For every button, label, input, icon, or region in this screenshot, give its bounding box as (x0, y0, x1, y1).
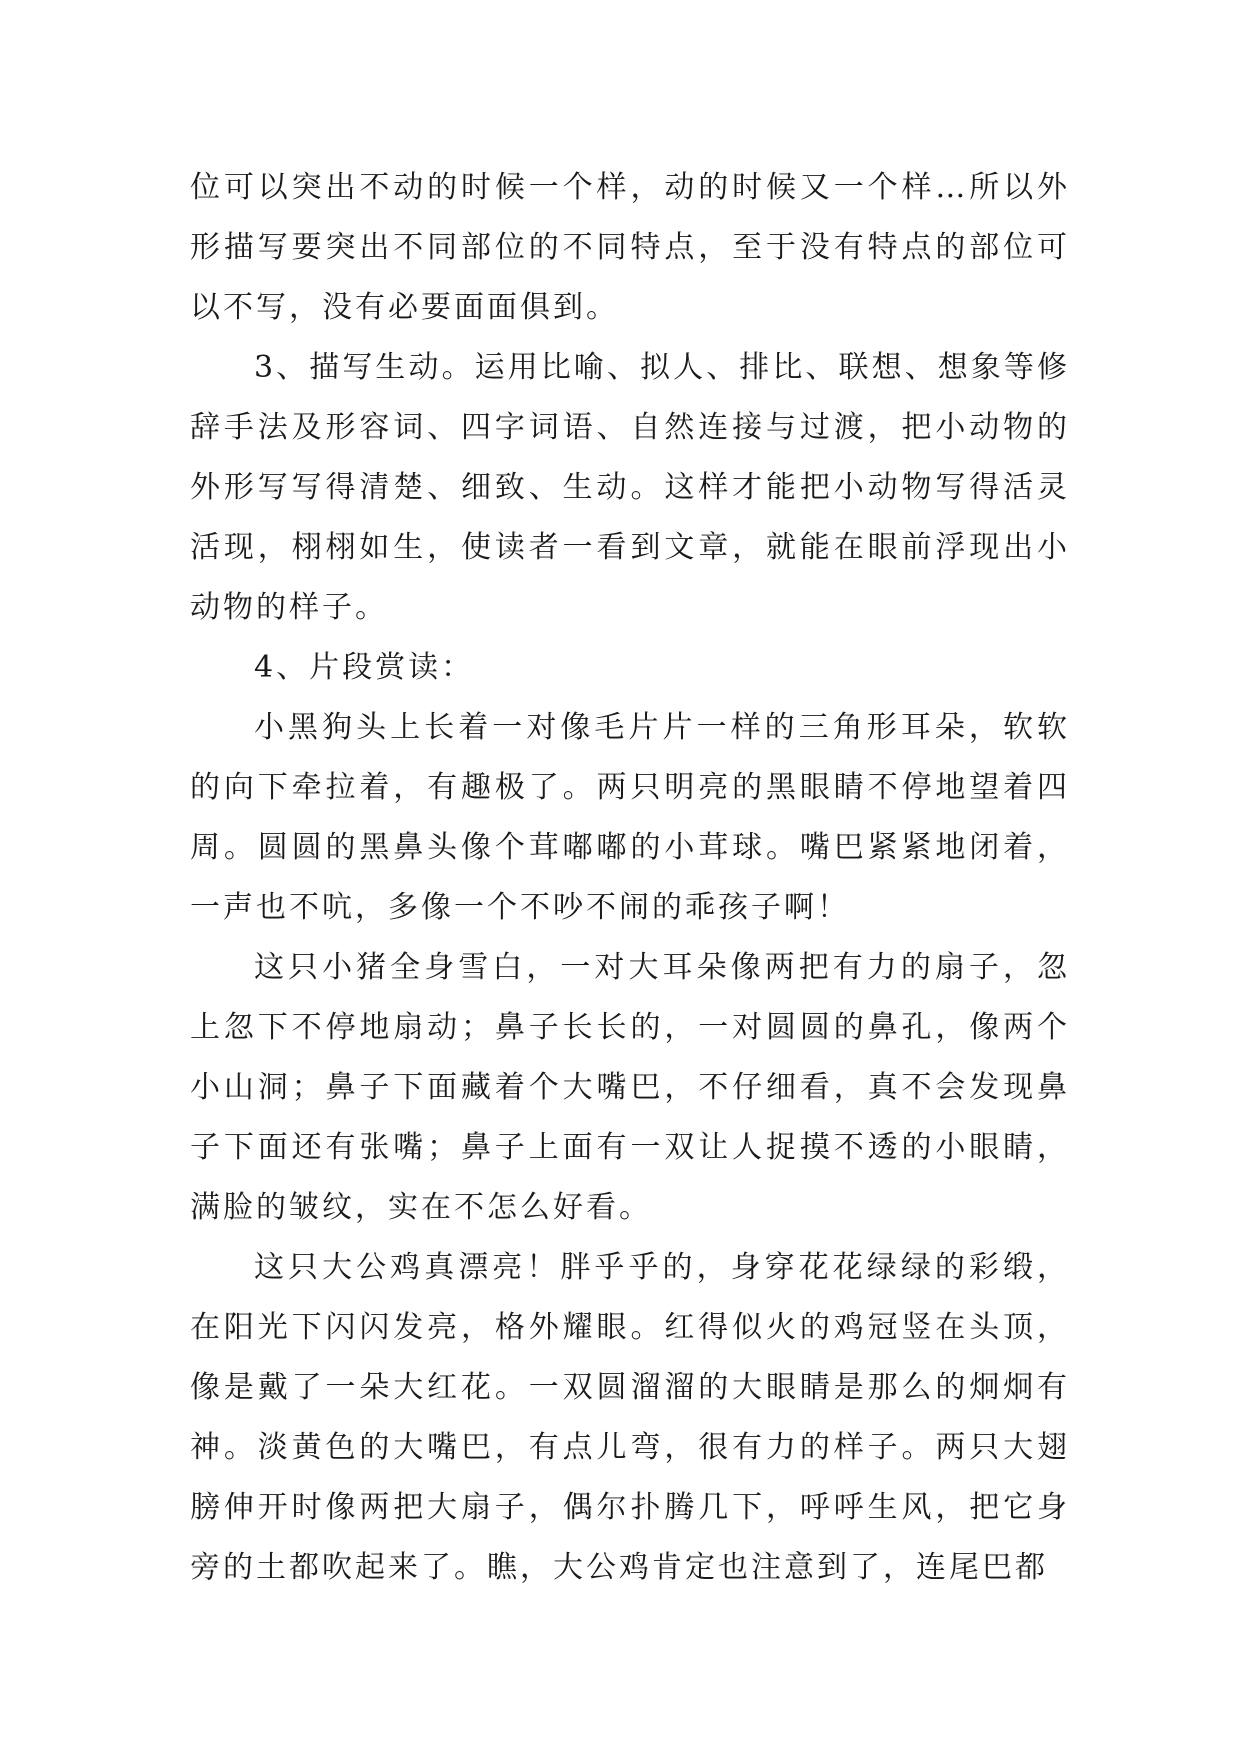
paragraph-1: 位可以突出不动的时候一个样，动的时候又一个样…所以外形描写要突出不同部位的不同特点，至于没有特点的部位可以不写，没有必要面面俱到。 (190, 170, 1070, 325)
paragraph-3: 4、片段赏读： (254, 650, 475, 685)
document-page (190, 158, 1070, 1598)
paragraph-4: 小黑狗头上长着一对像毛片片一样的三角形耳朵，软软的向下牵拉着，有趣极了。两只明亮的黑眼睛不停地望着四周。圆圆的黑鼻头像个茸嘟嘟的小茸球。嘴巴紧紧地闭着，一声也不吭，多像一个不吵不闹的乖孩子啊！ (190, 710, 1070, 925)
paragraph-6: 这只大公鸡真漂亮！胖乎乎的，身穿花花绿绿的彩缎，在阳光下闪闪发亮，格外耀眼。红得似火的鸡冠竖在头顶，像是戴了一朵大红花。一双圆溜溜的大眼睛是那么的炯炯有神。淡黄色的大嘴巴，有点儿弯，很有力的样子。两只大翅膀伸开时像两把大扇子，偶尔扑腾几下，呼呼生风，把它身旁的土都吹起来了。瞧，大公鸡肯定也注意到了，连尾巴都 (190, 1250, 1070, 1585)
paragraph-2: 3、描写生动。运用比喻、拟人、排比、联想、想象等修辞手法及形容词、四字词语、自然连接与过渡，把小动物的外形写写得清楚、细致、生动。这样才能把小动物写得活灵活现，栩栩如生，使读者一看到文章，就能在眼前浮现出小动物的样子。 (190, 350, 1070, 625)
paragraph-5: 这只小猪全身雪白，一对大耳朵像两把有力的扇子，忽上忽下不停地扇动；鼻子长长的，一对圆圆的鼻孔，像两个小山洞；鼻子下面藏着个大嘴巴，不仔细看，真不会发现鼻子下面还有张嘴；鼻子上面有一双让人捉摸不透的小眼睛，满脸的皱纹，实在不怎么好看。 (190, 950, 1070, 1225)
